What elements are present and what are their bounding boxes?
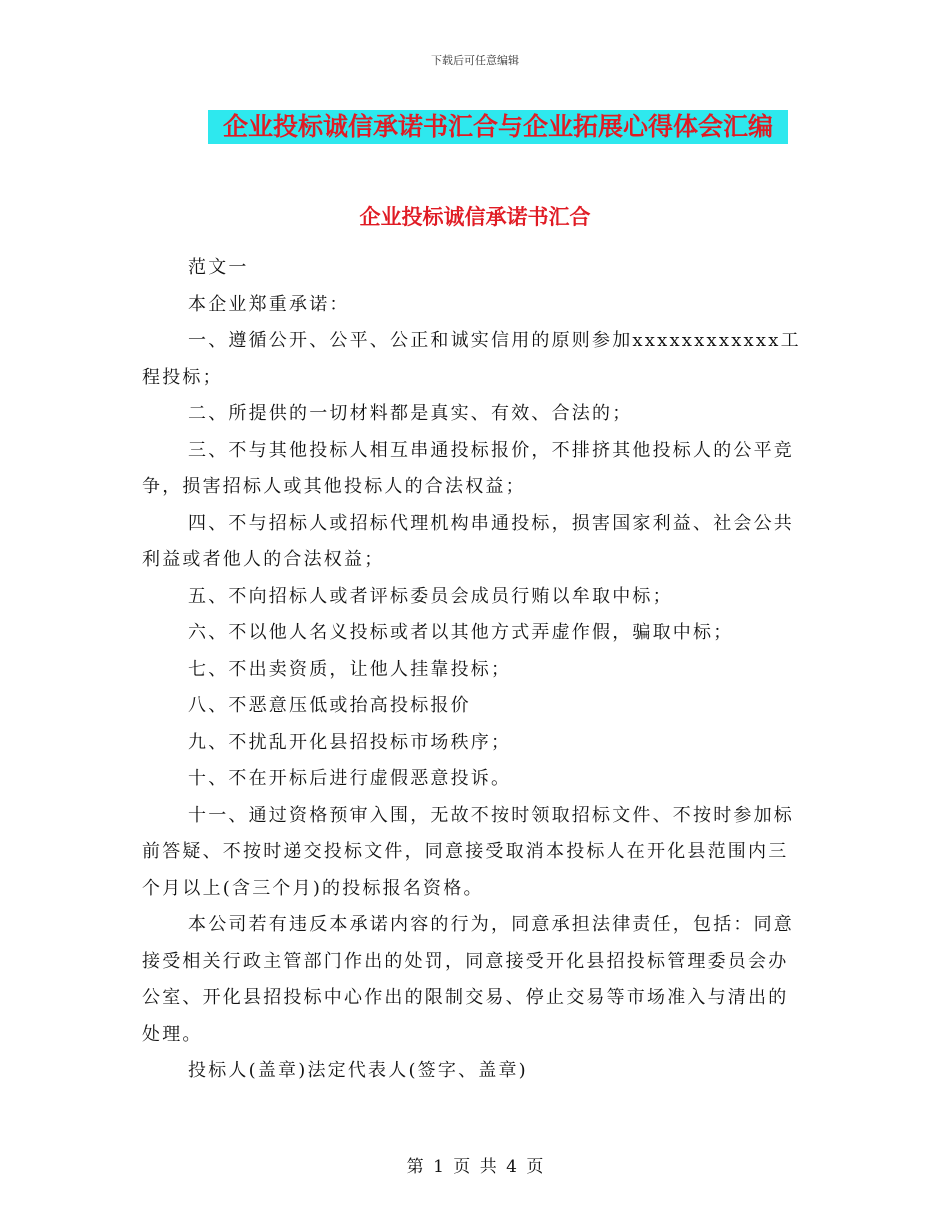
paragraph: 一、遵循公开、公平、公正和诚实信用的原则参加xxxxxxxxxxxx工程投标； xyxy=(142,330,801,388)
document-title: 企业投标诚信承诺书汇合与企业拓展心得体会汇编 xyxy=(208,110,788,144)
header-note: 下载后可任意编辑 xyxy=(431,54,519,67)
paragraph: 九、不扰乱开化县招投标市场秩序； xyxy=(188,731,512,753)
page-footer: 第 1 页 共 4 页 xyxy=(406,1157,544,1177)
paragraph: 本企业郑重承诺： xyxy=(188,293,350,315)
paragraph: 十一、通过资格预审入围，无故不按时领取招标文件、不按时参加标前答疑、不按时递交投标文件，同意接受取消本投标人在开化县范围内三个月以上(含三个月)的投标报名资格。 xyxy=(142,804,794,899)
paragraph: 五、不向招标人或者评标委员会成员行贿以牟取中标； xyxy=(188,585,673,607)
paragraph: 投标人(盖章)法定代表人(签字、盖章) xyxy=(188,1060,528,1081)
paragraph: 十、不在开标后进行虚假恶意投诉。 xyxy=(188,768,512,789)
paragraph: 二、所提供的一切材料都是真实、有效、合法的； xyxy=(188,403,633,424)
paragraph: 八、不恶意压低或抬高投标报价 xyxy=(188,695,471,716)
paragraph: 三、不与其他投标人相互串通投标报价，不排挤其他投标人的公平竞争，损害招标人或其他投标人的合法权益； xyxy=(142,439,794,497)
paragraph: 四、不与招标人或招标代理机构串通投标，损害国家利益、社会公共利益或者他人的合法权益； xyxy=(142,512,794,570)
paragraph: 本公司若有违反本承诺内容的行为，同意承担法律责任，包括：同意接受相关行政主管部门作出的处罚，同意接受开化县招投标管理委员会办公室、开化县招投标中心作出的限制交易、停止交易等市场准入与清出的处理。 xyxy=(142,914,794,1045)
paragraph: 范文一 xyxy=(188,257,249,278)
paragraph: 六、不以他人名义投标或者以其他方式弄虚作假，骗取中标； xyxy=(188,622,734,643)
section-title: 企业投标诚信承诺书汇合 xyxy=(359,204,591,229)
paragraph: 七、不出卖资质，让他人挂靠投标； xyxy=(188,658,512,680)
document-body xyxy=(142,250,802,1090)
